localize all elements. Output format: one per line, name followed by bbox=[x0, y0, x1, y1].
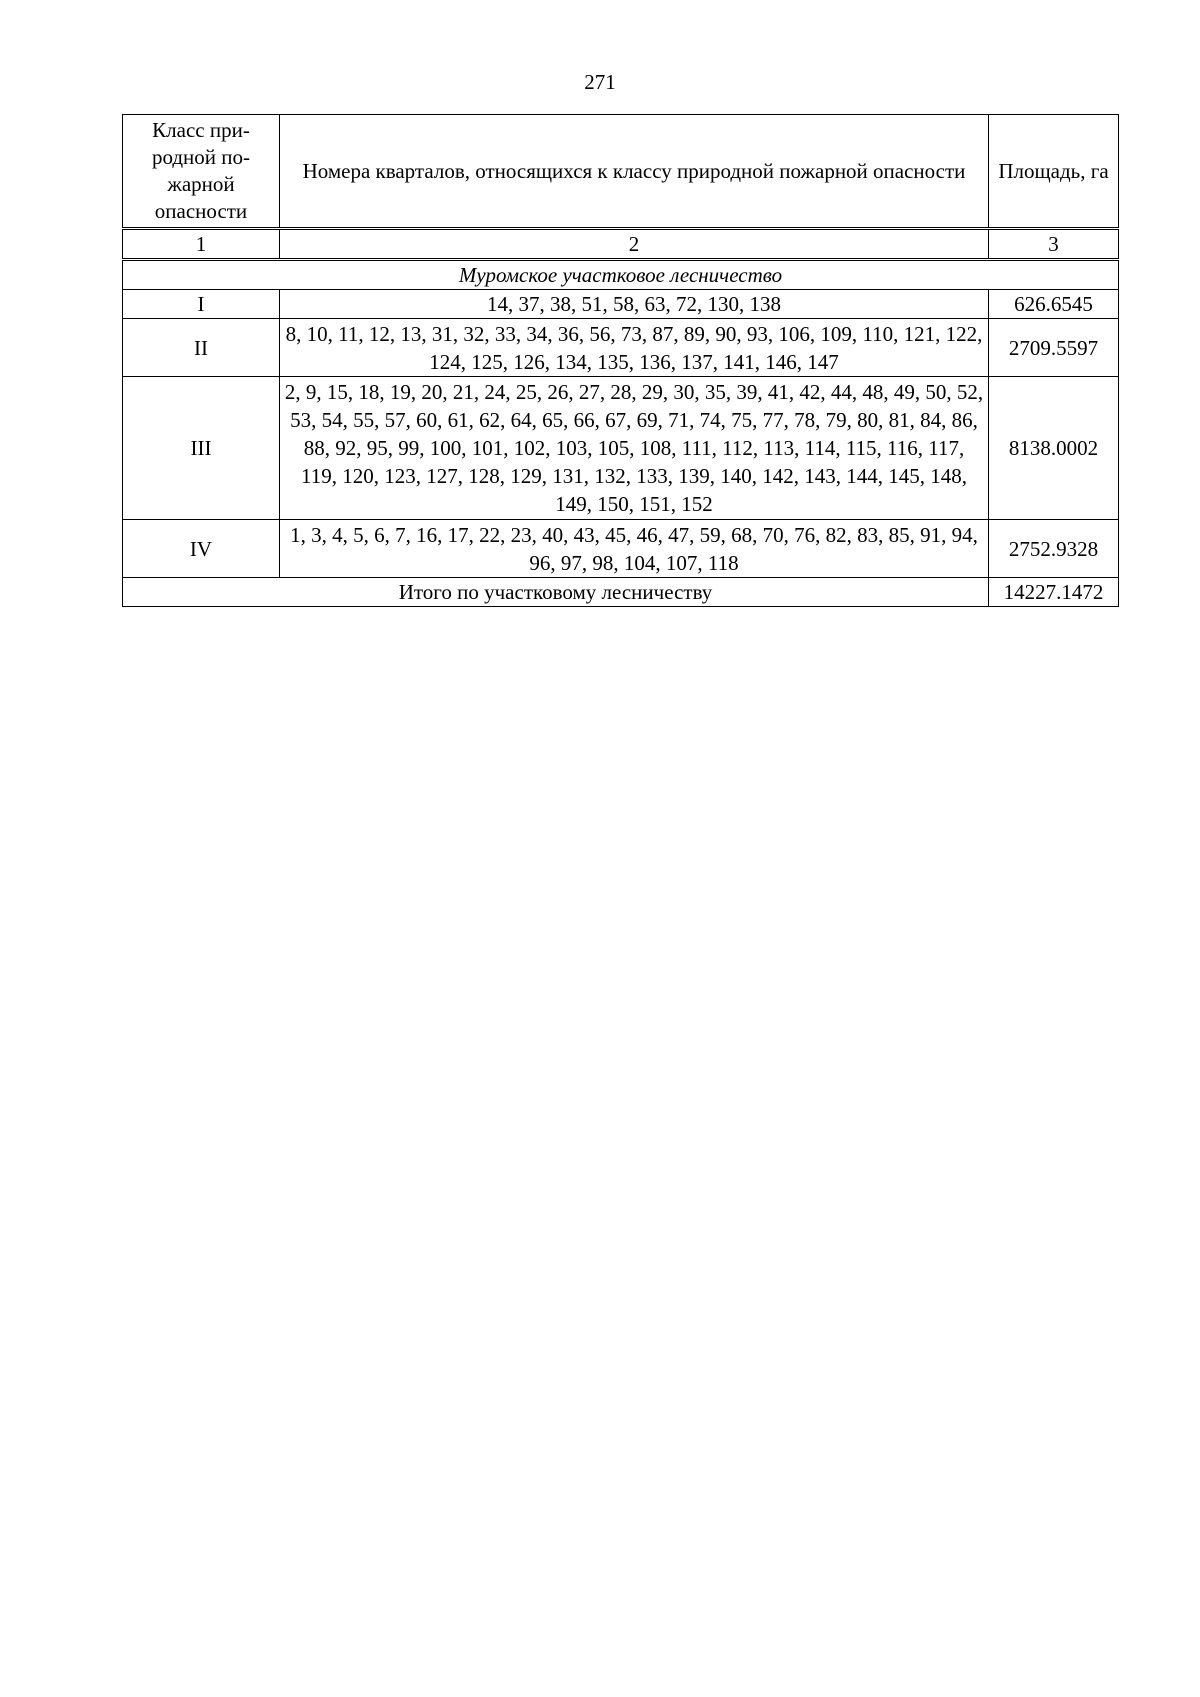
quarters-cell: 2, 9, 15, 18, 19, 20, 21, 24, 25, 26, 27, 28, 29, 30, 35, 39, 41, 42, 44, 48, 49, 50, 52, 53, 54, 55, 57, 60, 61, 62, 64, 65, 66, 67, 69, 71, 74, 75, 77, 78, 79, 80, 81, 84, 86, 88, 92, 95, 99, 100, 101, 102, 103, 105, 108, 111, 112, 113, 114, 115, 116, 117, 119, 120, 123, 127, 128, 129, 131, 132, 133, 139, 140, 142, 143, 144, 145, 148, 149, 150, 151, 152 bbox=[280, 377, 989, 520]
table-row bbox=[123, 520, 1119, 578]
section-title: Муромское участковое лесничество bbox=[123, 260, 1119, 290]
column-number: 1 bbox=[123, 229, 280, 260]
header-quarters: Номера кварталов, относящихся к классу природной пожарной опасности bbox=[280, 115, 989, 229]
table-row bbox=[123, 377, 1119, 520]
table-row bbox=[123, 290, 1119, 319]
area-cell: 8138.0002 bbox=[989, 377, 1119, 520]
header-class-line: Класс при- bbox=[152, 118, 250, 142]
area-cell: 2709.5597 bbox=[989, 319, 1119, 377]
header-area: Площадь, га bbox=[989, 115, 1119, 229]
quarters-cell: 14, 37, 38, 51, 58, 63, 72, 130, 138 bbox=[280, 290, 989, 319]
total-area: 14227.1472 bbox=[989, 578, 1119, 607]
table-row bbox=[123, 319, 1119, 377]
class-cell: IV bbox=[123, 520, 280, 578]
header-class bbox=[123, 115, 280, 229]
class-cell: I bbox=[123, 290, 280, 319]
column-number: 2 bbox=[280, 229, 989, 260]
header-class-line: жарной bbox=[167, 172, 235, 196]
header-class-line: родной по- bbox=[151, 145, 251, 169]
table-header-row bbox=[123, 115, 1119, 229]
column-numbers-row bbox=[123, 229, 1119, 260]
section-row bbox=[123, 260, 1119, 290]
header-class-line: опасности bbox=[154, 199, 248, 223]
area-cell: 626.6545 bbox=[989, 290, 1119, 319]
column-number: 3 bbox=[989, 229, 1119, 260]
class-cell: II bbox=[123, 319, 280, 377]
quarters-cell: 8, 10, 11, 12, 13, 31, 32, 33, 34, 36, 56, 73, 87, 89, 90, 93, 106, 109, 110, 121, 122, 124, 125, 126, 134, 135, 136, 137, 141, 146, 147 bbox=[280, 319, 989, 377]
fire-danger-table bbox=[122, 114, 1119, 607]
quarters-cell: 1, 3, 4, 5, 6, 7, 16, 17, 22, 23, 40, 43, 45, 46, 47, 59, 68, 70, 76, 82, 83, 85, 91, 94, 96, 97, 98, 104, 107, 118 bbox=[280, 520, 989, 578]
page-number: 271 bbox=[584, 70, 616, 94]
total-row bbox=[123, 578, 1119, 607]
class-cell: III bbox=[123, 377, 280, 520]
area-cell: 2752.9328 bbox=[989, 520, 1119, 578]
total-label: Итого по участковому лесничеству bbox=[123, 578, 989, 607]
